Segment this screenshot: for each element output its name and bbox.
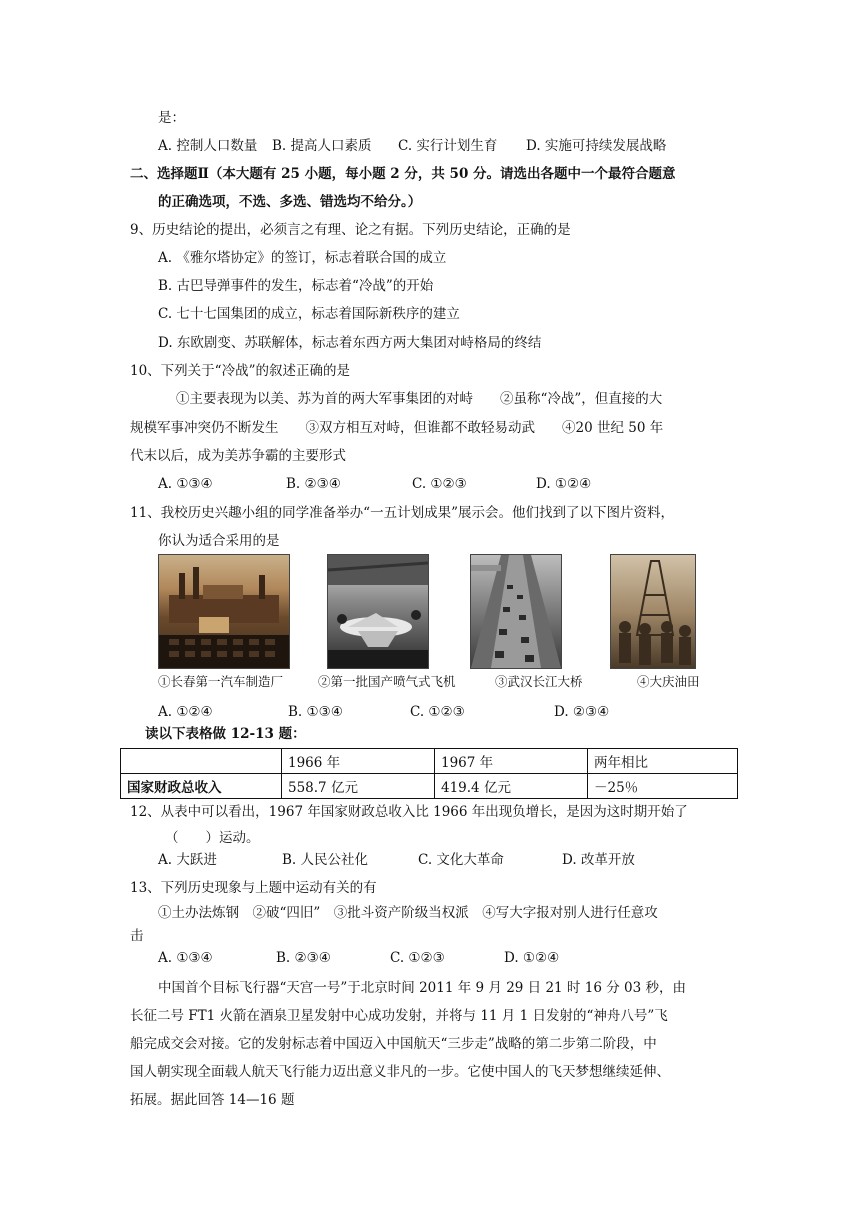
q12-option-d: D. 改革开放 xyxy=(562,852,635,868)
photo-daqing-oilfield xyxy=(610,554,696,669)
q8-option-b: B. 提高人口素质 xyxy=(272,138,372,154)
q11-stem-line1: 11、我校历史兴趣小组的同学准备举办“一五计划成果”展示会。他们找到了以下图片资料， xyxy=(130,505,674,521)
q8-option-c: C. 实行计划生育 xyxy=(398,138,498,154)
q9-stem: 9、历史结论的提出，必须言之有理、论之有据。下列历史结论，正确的是 xyxy=(130,222,571,238)
q13-option-c: C. ①②③ xyxy=(390,950,445,966)
q13-options xyxy=(158,948,559,968)
passage-line3: 船完成交会对接。它的发射标志着中国迈入中国航天“三步走”战略的第二步第二阶段，中 xyxy=(130,1036,657,1052)
q12-option-a: A. 大跃进 xyxy=(158,852,217,868)
jet-illustration xyxy=(328,555,428,668)
table-header-cell: 两年相比 xyxy=(588,749,738,774)
q12-stem-line1: 12、从表中可以看出，1967 年国家财政总收入比 1966 年出现负增长，是因为这时期开始了 xyxy=(130,804,688,820)
q13-statement-line1: ①土办法炼钢 ②破“四旧” ③批斗资产阶级当权派 ④写大字报对别人进行任意攻 xyxy=(158,905,658,921)
q13-option-d: D. ①②④ xyxy=(504,950,560,966)
q13-option-b: B. ②③④ xyxy=(276,950,331,966)
q9-option-a: A. 《雅尔塔协定》的签订，标志着联合国的成立 xyxy=(158,250,447,266)
section2-heading-line1: 二、选择题Ⅱ（本大题有 25 小题，每小题 2 分，共 50 分。请选出各题中一个最符合题意 xyxy=(130,166,676,182)
passage-line1: 中国首个目标飞行器“天宫一号”于北京时间 2011 年 9 月 29 日 21 时 16 分 03 秒，由 xyxy=(158,980,686,996)
passage-line5: 拓展。据此回答 14—16 题 xyxy=(130,1092,295,1108)
table-cell: －25％ xyxy=(588,774,738,799)
q11-option-c: C. ①②③ xyxy=(410,704,465,720)
caption-photo-4: ④大庆油田 xyxy=(637,674,700,689)
q11-stem-line2: 你认为适合采用的是 xyxy=(158,533,280,549)
photo-first-domestic-jet xyxy=(327,554,429,669)
revenue-table xyxy=(120,748,738,799)
q10-option-d: D. ①②④ xyxy=(536,476,592,492)
table-header-row xyxy=(121,749,738,774)
q11-options xyxy=(158,702,609,722)
q10-option-b: B. ②③④ xyxy=(286,476,341,492)
q9-option-d: D. 东欧剧变、苏联解体，标志着东西方两大集团对峙格局的终结 xyxy=(158,335,542,351)
q11-option-a: A. ①②④ xyxy=(158,704,213,720)
oilfield-illustration xyxy=(611,555,695,668)
q11-option-b: B. ①③④ xyxy=(288,704,343,720)
passage-line4: 国人朝实现全面载人航天飞行能力迈出意义非凡的一步。它使中国人的飞天梦想继续延伸、 xyxy=(130,1064,670,1080)
q12-option-c: C. 文化大革命 xyxy=(418,852,504,868)
q11-option-d: D. ②③④ xyxy=(554,704,610,720)
table-cell: 419.4 亿元 xyxy=(435,774,588,799)
photo-changchun-auto-factory xyxy=(158,554,290,669)
q8-option-d: D. 实施可持续发展战略 xyxy=(526,138,667,154)
q10-stem: 10、下列关于“冷战”的叙述正确的是 xyxy=(130,363,350,379)
table-header-cell: 1967 年 xyxy=(435,749,588,774)
q10-option-c: C. ①②③ xyxy=(412,476,467,492)
q9-option-c: C. 七十七国集团的成立，标志着国际新秩序的建立 xyxy=(158,306,460,322)
q8-options xyxy=(158,136,666,156)
caption-photo-1: ①长春第一汽车制造厂 xyxy=(158,674,284,689)
q12-stem-line2: （ ）运动。 xyxy=(165,830,260,846)
table-row xyxy=(121,774,738,799)
q10-statement-line2: 规模军事冲突仍不断发生 ③双方相互对峙，但谁都不敢轻易动武 ④20 世纪 50 年 xyxy=(130,420,664,436)
q12-option-b: B. 人民公社化 xyxy=(282,852,369,868)
photo-wuhan-yangtze-bridge xyxy=(470,554,562,669)
factory-illustration xyxy=(159,555,289,668)
q8-option-a: A. 控制人口数量 xyxy=(158,138,258,154)
table-intro: 读以下表格做 12-13 题： xyxy=(145,726,306,742)
q13-statement-line2: 击 xyxy=(130,928,144,944)
table-header-cell: 1966 年 xyxy=(282,749,435,774)
q10-option-a: A. ①③④ xyxy=(158,476,213,492)
table-cell: 558.7 亿元 xyxy=(282,774,435,799)
passage-line2: 长征二号 FT1 火箭在酒泉卫星发射中心成功发射，并将与 11 月 1 日发射的“神舟八号”飞 xyxy=(130,1008,668,1024)
bridge-illustration xyxy=(471,555,561,668)
q10-options xyxy=(158,474,591,494)
table-cell: 国家财政总收入 xyxy=(121,774,282,799)
section2-heading-line2: 的正确选项，不选、多选、错选均不给分。） xyxy=(158,194,422,210)
q10-statement-line1: ①主要表现为以美、苏为首的两大军事集团的对峙 ②虽称“冷战”，但直接的大 xyxy=(176,391,663,407)
q12-options xyxy=(158,850,635,870)
caption-photo-2: ②第一批国产喷气式飞机 xyxy=(318,674,456,689)
q8-tail-text: 是： xyxy=(158,110,185,126)
table-header-cell xyxy=(121,749,282,774)
q10-statement-line3: 代末以后，成为美苏争霸的主要形式 xyxy=(130,448,346,464)
q13-option-a: A. ①③④ xyxy=(158,950,213,966)
q13-stem: 13、下列历史现象与上题中运动有关的有 xyxy=(130,880,377,896)
caption-photo-3: ③武汉长江大桥 xyxy=(495,674,583,689)
q9-option-b: B. 古巴导弹事件的发生，标志着“冷战”的开始 xyxy=(158,278,434,294)
